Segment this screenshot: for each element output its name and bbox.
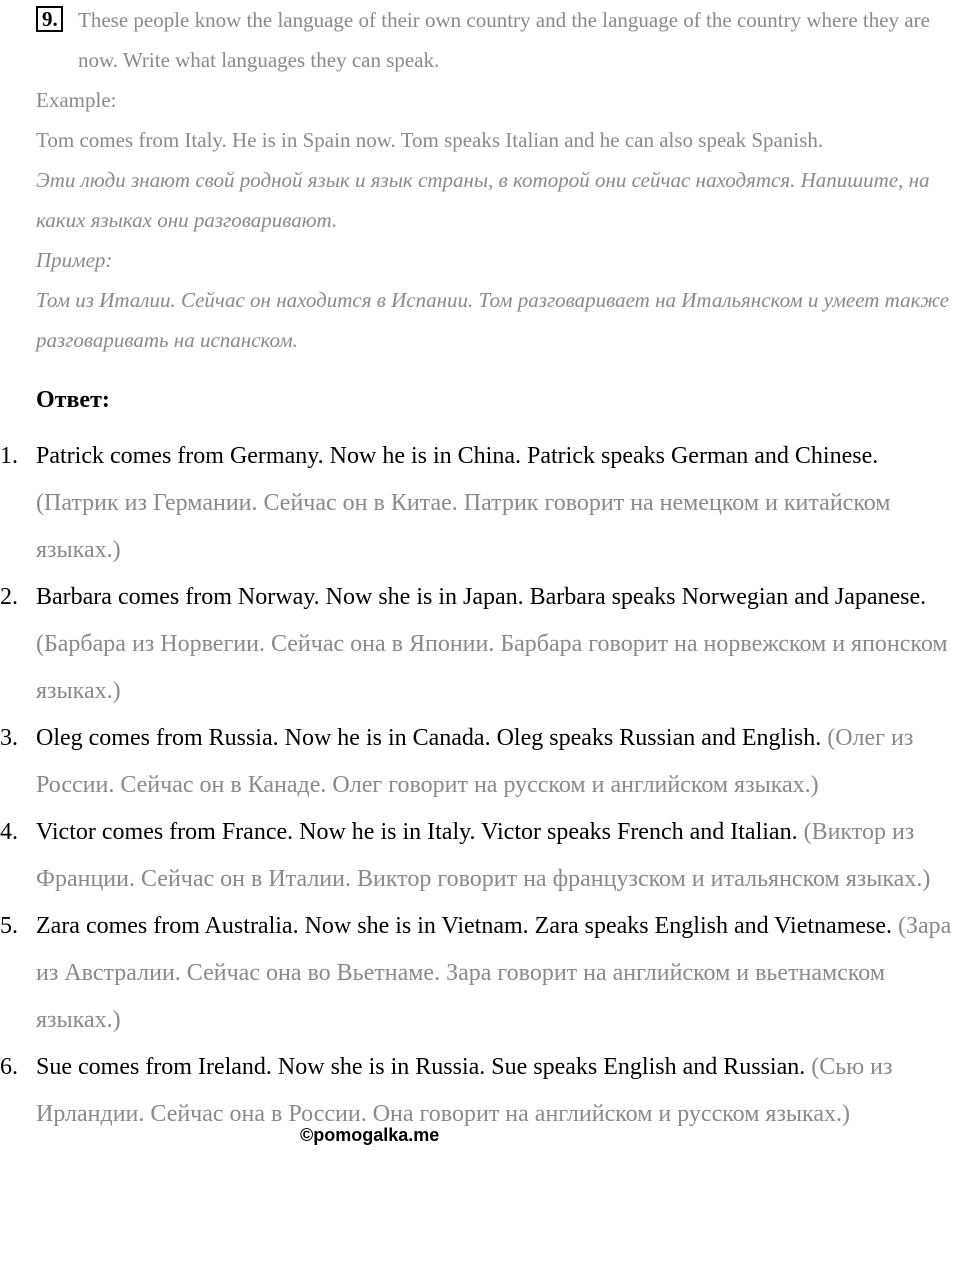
item-number: 3. bbox=[0, 725, 18, 751]
item-number: 6. bbox=[0, 1054, 18, 1080]
list-item bbox=[0, 433, 960, 574]
answer-ru: (Барбара из Норвегии. Сейчас она в Японии. Барбара говорит на норвежском и японском языках.) bbox=[36, 631, 948, 704]
task-block bbox=[36, 0, 951, 360]
answer-en: Patrick comes from Germany. Now he is in China. Patrick speaks German and Chinese. bbox=[36, 443, 879, 469]
item-number: 2. bbox=[0, 584, 18, 610]
list-item bbox=[0, 574, 960, 715]
example-label-ru: Пример: bbox=[36, 248, 113, 272]
answer-ru: (Олег из России. Сейчас он в Канаде. Олег говорит на русском и английском языках.) bbox=[36, 725, 914, 798]
task-instruction-ru: Эти люди знают свой родной язык и язык страны, в которой они сейчас находятся. Напишите, на каких языках они разговаривают. bbox=[36, 168, 930, 232]
list-item bbox=[0, 809, 960, 903]
task-number: 9. bbox=[36, 6, 63, 32]
answer-en: Sue comes from Ireland. Now she is in Russia. Sue speaks English and Russian. bbox=[36, 1054, 806, 1080]
item-number: 1. bbox=[0, 443, 18, 469]
answer-en: Victor comes from France. Now he is in Italy. Victor speaks French and Italian. bbox=[36, 819, 798, 845]
item-number: 5. bbox=[0, 913, 18, 939]
watermark: ©pomogalka.me bbox=[300, 1125, 440, 1145]
item-number: 4. bbox=[0, 819, 18, 845]
answer-en: Barbara comes from Norway. Now she is in Japan. Barbara speaks Norwegian and Japanese. bbox=[36, 584, 927, 610]
answer-ru: (Виктор из Франции. Сейчас он в Италии. Виктор говорит на французском и итальянском языках.) bbox=[36, 819, 931, 892]
example-en: Tom comes from Italy. He is in Spain now. Tom speaks Italian and he can also speak Spanish. bbox=[36, 128, 824, 152]
example-ru: Том из Италии. Сейчас он находится в Испании. Том разговаривает на Итальянском и умеет также разговаривать на испанском. bbox=[36, 288, 949, 352]
list-item bbox=[0, 903, 960, 1044]
answer-ru: (Патрик из Германии. Сейчас он в Китае. Патрик говорит на немецком и китайском языках.) bbox=[36, 490, 891, 563]
list-item bbox=[0, 1044, 960, 1138]
task-instruction-en: 9. These people know the language of their own country and the language of the country where they are now. Write what languages they can speak. bbox=[36, 0, 951, 80]
list-item bbox=[0, 715, 960, 809]
answer-list bbox=[0, 433, 960, 1138]
answer-en: Zara comes from Australia. Now she is in Vietnam. Zara speaks English and Vietnamese. bbox=[36, 913, 893, 939]
answer-ru: (Сью из Ирландии. Сейчас она в России. Она говорит на английском и русском языках.) bbox=[36, 1054, 893, 1127]
example-label-en: Example: bbox=[36, 88, 117, 112]
answer-en: Oleg comes from Russia. Now he is in Canada. Oleg speaks Russian and English. bbox=[36, 725, 822, 751]
answer-title: Ответ: bbox=[36, 387, 110, 413]
answer-ru: (Зара из Австралии. Сейчас она во Вьетнаме. Зара говорит на английском и вьетнамском языках.) bbox=[36, 913, 952, 1033]
